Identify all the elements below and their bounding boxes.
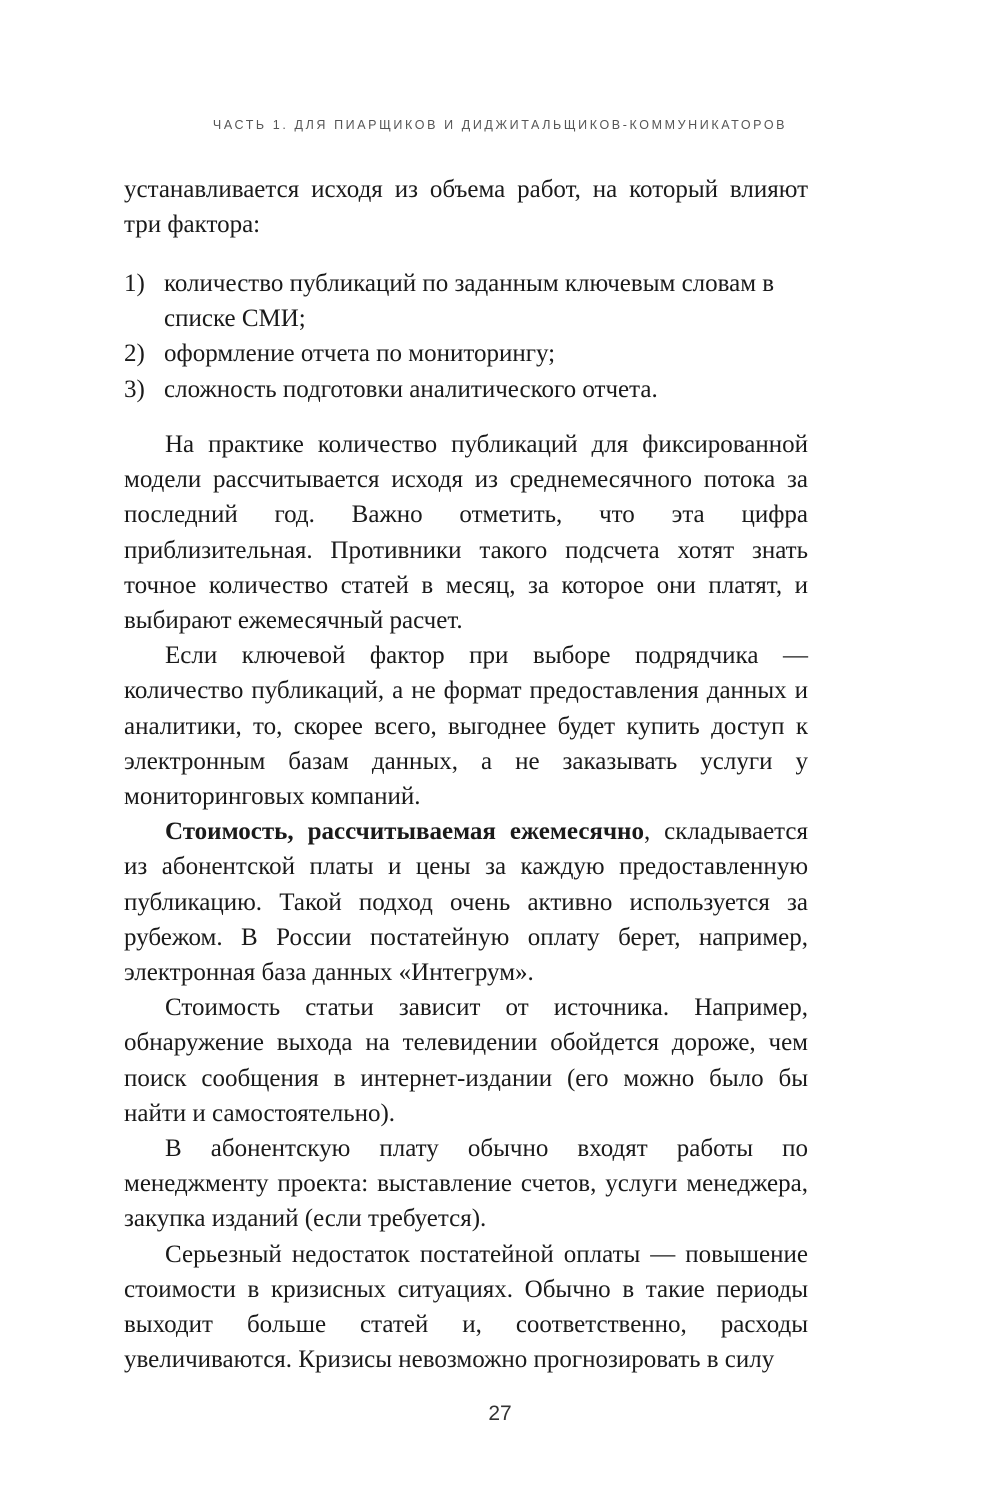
paragraph-monthly-cost: [124, 814, 808, 990]
list-item-text: количество публикаций по заданным ключевым словам в списке СМИ;: [164, 270, 775, 333]
list-item-text: сложность подготовки аналитического отчета.: [164, 375, 658, 403]
list-item: [124, 372, 808, 407]
paragraph-key-factor: Если ключевой фактор при выборе подрядчика — количество публикаций, а не формат предоставления данных и аналитики, то, скорее всего, выгоднее будет купить доступ к электронным базам данных, а не заказывать услуги у мониторинговых компаний.: [124, 642, 808, 811]
paragraph-monthly-cost-rest: , складывается из абонентской платы и цены за каждую предоставленную публикацию. Такой подход очень активно используется за рубежом. В России постатейную оплату берет, например, электронная база данных «Интегрум».: [124, 818, 808, 987]
main-text-block: [124, 427, 808, 1377]
list-item-text: оформление отчета по мониторингу;: [164, 340, 556, 368]
paragraph-subscription: В абонентскую плату обычно входят работы по менеджменту проекта: выставление счетов, услуги менеджера, закупка изданий (если требуется).: [124, 1135, 808, 1233]
intro-block: [124, 172, 808, 242]
list-item: [124, 336, 808, 371]
factor-list-block: [124, 266, 808, 407]
list-item-number: 3): [124, 375, 145, 403]
running-header: ЧАСТЬ 1. ДЛЯ ПИАРЩИКОВ И ДИДЖИТАЛЬЩИКОВ-КОММУНИКАТОРОВ: [212, 118, 788, 132]
list-item-number: 2): [124, 340, 145, 368]
list-item: [124, 266, 808, 336]
list-item-number: 1): [124, 270, 145, 297]
paragraph-article-cost: Стоимость статьи зависит от источника. Например, обнаружение выхода на телевидении обойдется дороже, чем поиск сообщения в интернет-издании (его можно было бы найти и самостоятельно).: [124, 994, 808, 1127]
bold-term: Стоимость, рассчитываемая ежемесячно: [165, 818, 644, 846]
paragraph-drawback: Серьезный недостаток постатейной оплаты — повышение стоимости в кризисных ситуациях. Обычно в такие периоды выходит больше статей и, соответственно, расходы увеличиваются. Кризисы невозможно прогнозировать в силу: [124, 1240, 808, 1374]
page-number: 27: [488, 1402, 512, 1425]
paragraph-fixed-model: На практике количество публикаций для фиксированной модели рассчитывается исходя из среднемесячного потока за последний год. Важно отметить, что эта цифра приблизительная. Противники такого подсчета хотят знать точное количество статей в месяц, за которое они платят, и выбирают ежемесячный расчет.: [124, 431, 808, 635]
intro-paragraph: устанавливается исходя из объема работ, на который влияют три фактора:: [124, 176, 808, 239]
factor-list: [124, 266, 808, 407]
